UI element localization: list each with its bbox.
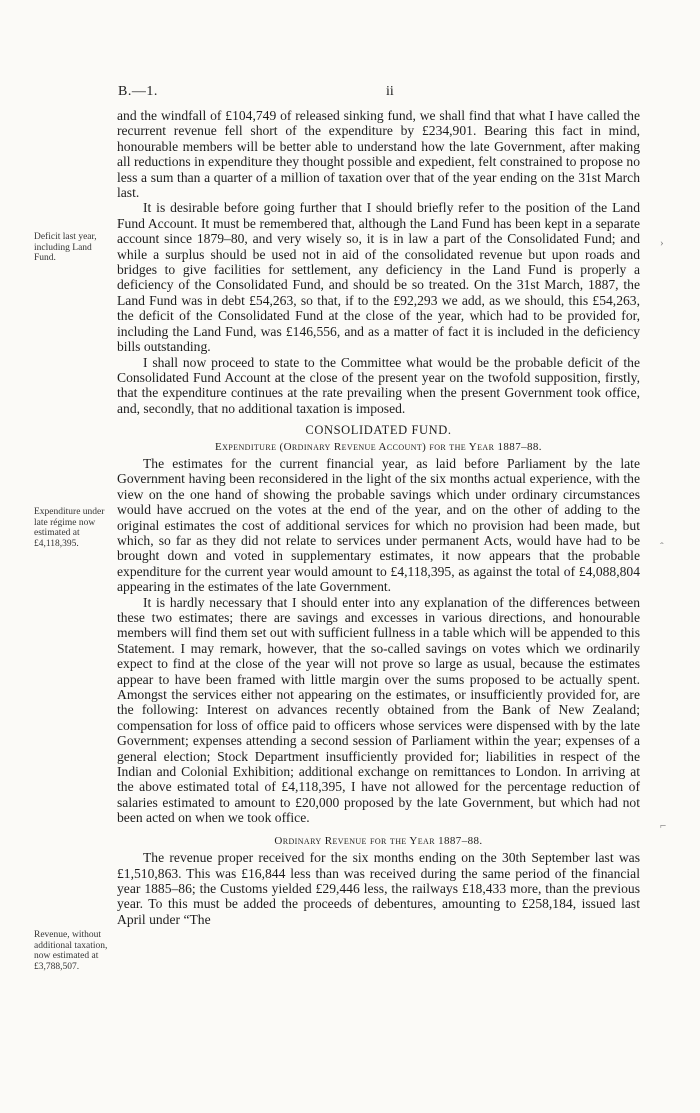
margin-note-deficit: Deficit last year, including Land Fund. xyxy=(34,232,97,264)
document-reference: B.—1. xyxy=(118,84,158,99)
paragraph-revenue: The revenue proper received for the six months ending on the 30th September last was £1,510,863. This was £16,844 less than was received during the same period of the financial year 1885–86; the Customs yielded £29,446 less, the railways £18,433 more, than the previous year. To this must be added the proceeds of debentures, amounting to £258,184, issued last April under “The xyxy=(117,850,640,927)
page-number: ii xyxy=(386,84,394,99)
paragraph-windfall: and the windfall of £104,749 of released sinking fund, we shall find that what I have called the recurrent revenue fell short of the expenditure by £234,901. Bearing this fact in mind, honourable members will be better able to understand how the late Government, after making all reductions in expenditure they thought possible and expedient, felt constrained to propose no less a sum than a quarter of a million of taxation over that of the year ending on the 31st March last. xyxy=(117,108,640,201)
paragraph-probable-deficit: I shall now proceed to state to the Committee what would be the probable deficit of the Consolidated Fund Account at the close of the present year on the twofold supposition, firstly, that the expenditure continues at the rate prevailing when the present Government took office, and, secondly, that no additional taxation is imposed. xyxy=(117,354,640,416)
edge-mark: › xyxy=(660,237,664,249)
heading-ordinary-revenue: Ordinary Revenue for the Year 1887–88. xyxy=(274,834,483,847)
margin-note-revenue: Revenue, without additional taxation, now estimated at £3,788,507. xyxy=(34,930,108,972)
paragraph-differences: It is hardly necessary that I should enter into any explanation of the differences between these two estimates; there are savings and excesses in various directions, and honourable members will find them set out with sufficient fullness in a table which will be appended to this Statement. I may remark, however, that the so-called savings on votes which we ordinarily expect to find at the close of the year will not prove so large as usual, because the estimates appear to have been framed with little margin over the sums proposed to be actually spent. Amongst the services either not appearing on the estimates, or insufficiently provided for, are the following: Interest on advances recently obtained from the Bank of New Zealand; compensation for loss of office paid to officers whose services were dispensed with by the late Government; expenses attending a second session of Parliament within the year; expenses of a general election; Stock Department insufficiently provided for; liabilities in respect of the Indian and Colonial Exhibition; additional exchange on remittances to London. In arriving at the above estimated total of £4,118,395, I have not allowed for the percentage reduction of salaries estimated to amount to £20,000 proposed by the late Government, but which had not been acted on when we took office. xyxy=(117,594,640,826)
margin-note-expenditure: Expenditure under late régime now estimated at £4,118,395. xyxy=(34,507,105,549)
paragraph-land-fund: It is desirable before going further that I should briefly refer to the position of the Land Fund Account. It must be remembered that, although the Land Fund has been kept in a separate account since 1879–80, and very wisely so, it is in law a part of the Consolidated Fund; and while a surplus should be used not in aid of the consolidated revenue but upon roads and bridges to give facilities for settlement, any deficiency in the Land Fund is properly a deficiency of the Consolidated Fund, and should be so treated. On the 31st March, 1887, the Land Fund was in debt £54,263, so that, if to the £92,293 we add, as we should, this £54,263, the deficit of the Consolidated Fund at the close of the year, which had to be provided for, including the Land Fund, was £146,556, and as a matter of fact it is included in the deficiency bills outstanding. xyxy=(117,200,640,355)
edge-mark: ˆ xyxy=(660,541,664,553)
heading-expenditure: Expenditure (Ordinary Revenue Account) for the Year 1887–88. xyxy=(215,440,542,453)
edge-mark: ⌐ xyxy=(660,820,667,832)
paragraph-estimates: The estimates for the current financial year, as laid before Parliament by the late Government having been reconsidered in the light of the six months actual experience, with the view on the one hand of showing the probable savings which under ordinary circumstances would have accrued on the votes at the end of the year, and on the other of adding to the original estimates the cost of additional services for which no provision had been made, but which, so far as they did not relate to services under permanent Acts, would have had to be brought down and voted in supplementary estimates, it now appears that the probable expenditure for the current year would amount to £4,118,395, as against the total of £4,088,804 appearing in the estimates of the late Government. xyxy=(117,455,640,595)
heading-consolidated-fund: CONSOLIDATED FUND. xyxy=(305,423,452,438)
body-text xyxy=(117,108,640,927)
